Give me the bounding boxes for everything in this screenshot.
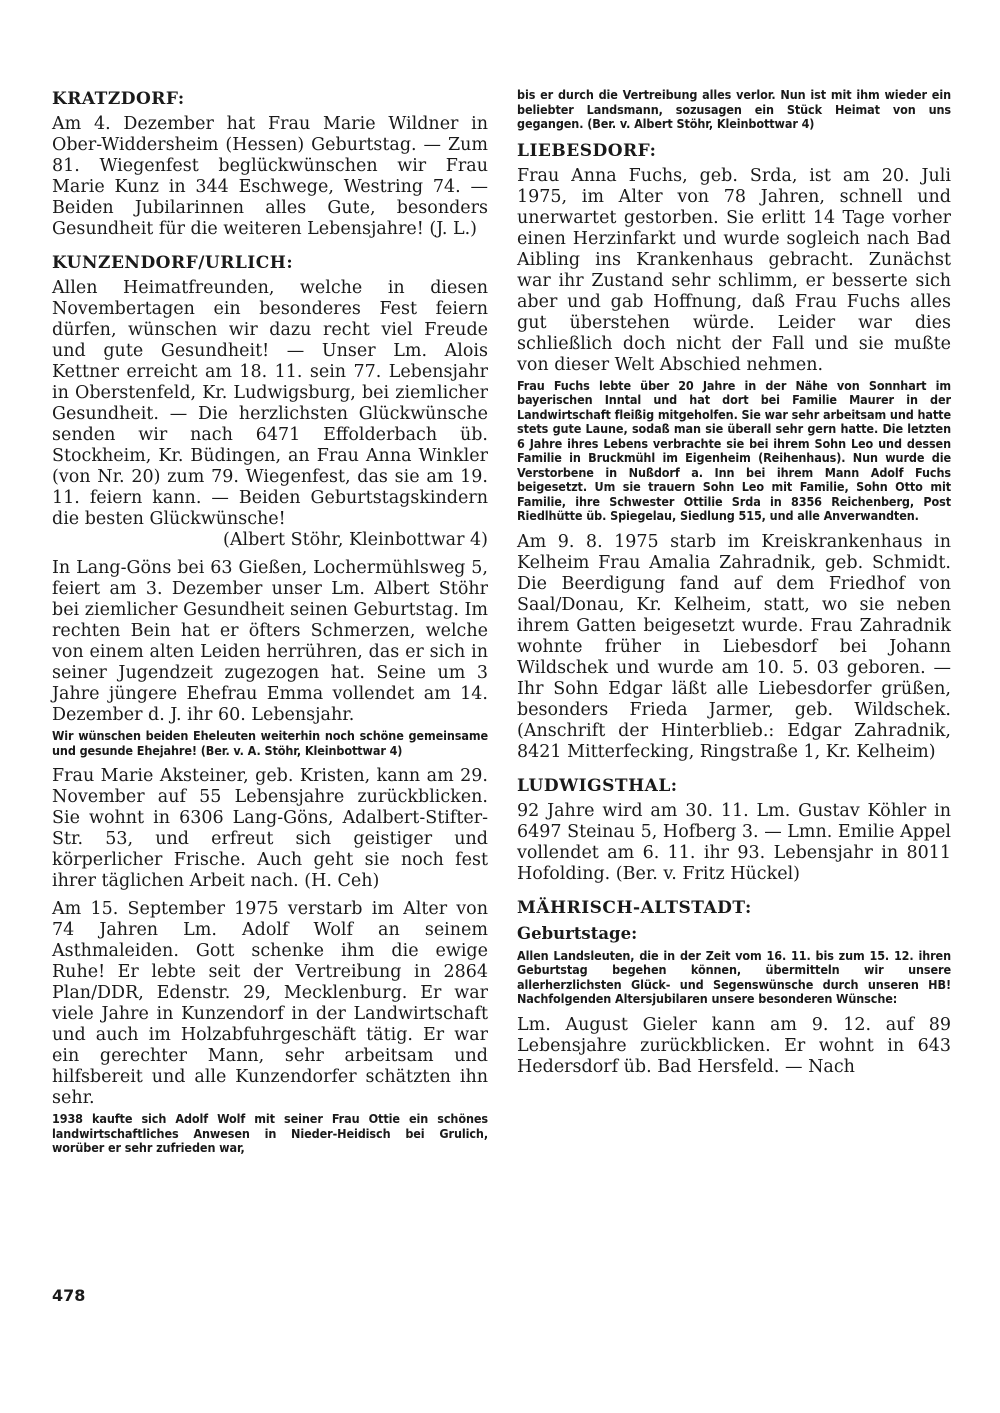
section-maehrisch-altstadt — [517, 897, 951, 1078]
left-column — [52, 88, 488, 1168]
small-paragraph: Allen Landsleuten, die in der Zeit vom 16. 11. bis zum 15. 12. ihren Geburtstag begehen können, übermitteln wir unsere allerherzlichsten Glück- und Segenswünsche durch unseren HB! Nachfolgenden Altersjubilaren unsere besonderen Wünsche: — [517, 947, 951, 1006]
paragraph: 92 Jahre wird am 30. 11. Lm. Gustav Köhler in 6497 Steinau 5, Hofberg 3. — Lmn. Emilie Appel vollendet am 6. 11. ihr 93. Lebensjahr in 8011 Hofolding. (Ber. v. Fritz Hückel) — [517, 800, 951, 884]
paragraph: Am 15. September 1975 verstarb im Alter von 74 Jahren Lm. Adolf Wolf an seinem Asthmaleiden. Gott schenke ihm die ewige Ruhe! Er lebte seit der Vertreibung in 2864 Plan/DDR, Edenstr. 29, Mecklenburg. Er war viele Jahre in Kunzendorf in der Landwirtschaft und auch im Holzabfuhrgeschäft tätig. Er war ein gerechter Mann, sehr arbeitsam und hilfsbereit und alle Kunzendorfer schätzten ihn sehr. — [52, 899, 488, 1108]
heading-ludwigsthal: LUDWIGSTHAL: — [517, 775, 678, 796]
small-paragraph: Wir wünschen beiden Eheleuten weiterhin noch schöne gemeinsame und gesunde Ehejahre! (Ber. v. A. Stöhr, Kleinbottwar 4) — [52, 728, 488, 758]
heading-kunzendorf: KUNZENDORF/URLICH: — [52, 253, 294, 273]
small-paragraph: Frau Fuchs lebte über 20 Jahre in der Nähe von Sonnhart im bayerischen Inntal und hat dort bei Familie Maurer in der Landwirtschaft fleißig mitgeholfen. Sie war sehr arbeitsam und hatte stets gute Laune, sodaß man sie überall sehr gern hatte. Die letzten 6 Jahre ihres Lebens verbrachte sie bei ihrem Sohn Leo und dessen Familie in Bruckmühl im Eigenheim (Reihenhaus). Nun wurde die Verstorbene in Nußdorf a. Inn bei ihrem Mann Adolf Fuchs beigesetzt. Um sie trauern Sohn Leo mit Familie, Sohn Otto mit Familie, ihre Schwester Ottilie Srda in 8356 Reichenberg, Post Riedlhütte üb. Spiegelau, Siedlung 515, und alle Anverwandten. — [517, 377, 951, 523]
signature: (Albert Stöhr, Kleinbottwar 4) — [223, 530, 488, 550]
small-paragraph: 1938 kaufte sich Adolf Wolf mit seiner Frau Ottie ein schönes landwirtschaftliches Anwesen in Nieder-Heidisch bei Grulich, worüber er sehr zufrieden war, — [52, 1111, 488, 1155]
right-column — [517, 88, 951, 1090]
heading-liebesdorf: LIEBESDORF: — [517, 140, 657, 161]
section-liebesdorf — [517, 140, 951, 763]
paragraph: Frau Marie Aksteiner, geb. Kristen, kann am 29. November auf 55 Lebensjahre zurückblicken. Sie wohnt in 6306 Lang-Göns, Adalbert-Stifter-Str. 53, und erfreut sich geistiger und körperlicher Frische. Auch geht sie noch fest ihrer täglichen Arbeit nach. (H. Ceh) — [52, 766, 488, 891]
section-kunzendorf — [52, 252, 488, 1156]
subheading-geburtstage: Geburtstage: — [517, 923, 638, 943]
small-paragraph: bis er durch die Vertreibung alles verlor. Nun ist mit ihm wieder ein beliebter Landsmann, sozusagen ein Stück Heimat von uns gegangen. (Ber. v. Albert Stöhr, Kleinbottwar 4) — [517, 87, 951, 131]
paragraph: Am 9. 8. 1975 starb im Kreiskrankenhaus in Kelheim Frau Amalia Zahradnik, geb. Schmidt. Die Beerdigung fand auf dem Friedhof von Saal/Donau, Kr. Kelheim, statt, wo sie neben ihrem Gatten beigesetzt wurde. Frau Zahradnik wohnte früher in Liebesdorf bei Johann Wildschek und wurde am 10. 5. 03 geboren. — Ihr Sohn Edgar läßt alle Liebesdorfer grüßen, besonders Frieda Jarmer, geb. Wildschek. (Anschrift der Hinterblieb.: Edgar Zahradnik, 8421 Mitterfecking, Ringstraße 1, Kr. Kelheim) — [517, 531, 951, 762]
paragraph: Allen Heimatfreunden, welche in diesen Novembertagen ein besonderes Fest feiern dürfen, wünschen wir dazu recht viel Freude und gute Gesundheit! — Unser Lm. Alois Kettner erreicht am 18. 11. sein 77. Lebensjahr in Oberstenfeld, Kr. Ludwigsburg, bei ziemlicher Gesundheit. — Die herzlichsten Glückwünsche senden wir nach 6471 Effolderbach üb. Stockheim, Kr. Büdingen, an Frau Anna Winkler (von Nr. 20) zum 79. Wiegenfest, das sie am 19. 11. feiern kann. — Beiden Geburtstagskindern die besten Glückwünsche! — [52, 278, 488, 529]
section-kratzdorf — [52, 88, 488, 240]
heading-maehrisch-altstadt: MÄHRISCH-ALTSTADT: — [517, 897, 752, 918]
paragraph: In Lang-Göns bei 63 Gießen, Lochermühlsweg 5, feiert am 3. Dezember unser Lm. Albert Stöhr bei ziemlicher Gesundheit seinen Geburtstag. Im rechten Bein hat er öfters Schmerzen, welche von einem alten Leiden herrühren, das er sich in seiner Jugendzeit zugezogen hat. Seine um 3 Jahre jüngere Ehefrau Emma vollendet am 14. Dezember d. J. ihr 60. Lebensjahr. — [52, 558, 488, 725]
paragraph: Frau Anna Fuchs, geb. Srda, ist am 20. Juli 1975, im Alter von 78 Jahren, schnell und unerwartet gestorben. Sie erlitt 14 Tage vorher einen Herzinfarkt und wurde sogleich nach Bad Aibling ins Krankenhaus gebracht. Zunächst war ihr Zustand sehr schlimm, er besserte sich aber und gab Hoffnung, daß Frau Fuchs alles gut überstehen würde. Leider war dies schließlich doch nicht der Fall und sie mußte von dieser Welt Abschied nehmen. — [517, 165, 951, 375]
heading-kratzdorf: KRATZDORF: — [52, 89, 185, 109]
section-ludwigsthal — [517, 775, 951, 885]
paragraph: Lm. August Gieler kann am 9. 12. auf 89 Lebensjahre zurückblicken. Er wohnt in 643 Hedersdorf üb. Bad Hersfeld. — Nach — [517, 1014, 951, 1077]
page-number: 478 — [52, 1286, 86, 1305]
paragraph: Am 4. Dezember hat Frau Marie Wildner in Ober-Widdersheim (Hessen) Geburtstag. — Zum 81. Wiegenfest beglückwünschen wir Frau Marie Kunz in 344 Eschwege, Westring 74. — Beiden Jubilarinnen alles Gute, besonders Gesundheit für die weiteren Lebensjahre! (J. L.) — [52, 114, 488, 239]
